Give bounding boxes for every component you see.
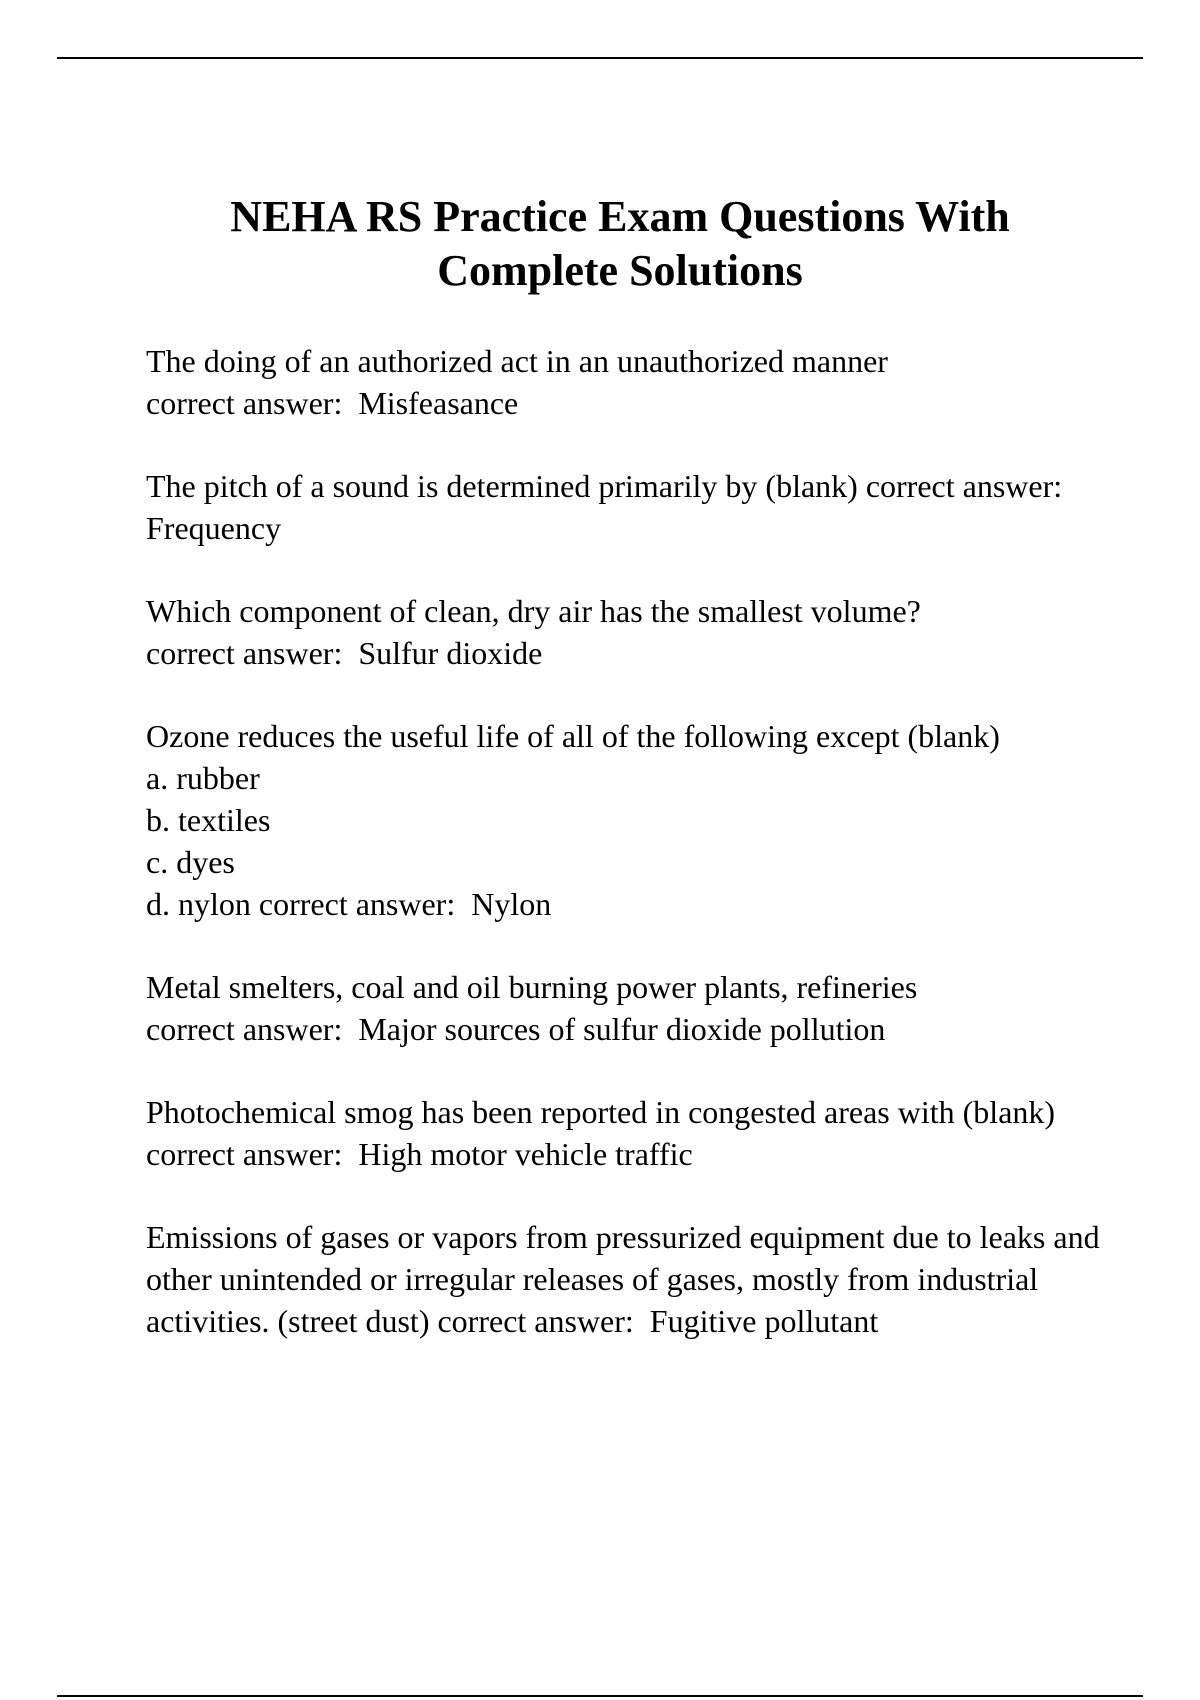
qa-item-5 [146,966,1106,1050]
qa-item-2 [146,465,1106,549]
answer-prefix: correct answer: [146,1136,343,1172]
question-text: Photochemical smog has been reported in congested areas with (blank) [146,1094,1056,1130]
option-b: b. textiles [146,802,271,838]
answer-prefix: correct answer: [258,886,456,922]
qa-item-1 [146,340,1106,424]
answer-prefix: correct answer: [146,1011,343,1047]
answer-prefix: correct answer: [437,1303,634,1339]
option-c: c. dyes [146,844,235,880]
answer-text: Misfeasance [358,385,519,421]
title-line-2: Complete Solutions [437,246,803,295]
answer-text: Sulfur dioxide [358,635,543,671]
question-list [146,340,1106,1383]
answer-text: Fugitive pollutant [649,1303,879,1339]
qa-item-7 [146,1216,1106,1342]
option-a: a. rubber [146,760,260,796]
title-line-1: NEHA RS Practice Exam Questions With [230,192,1010,241]
question-text: Which component of clean, dry air has the smallest volume? [146,593,921,629]
document-title [100,190,1140,298]
answer-text: Frequency [146,510,282,546]
question-text: The pitch of a sound is determined primarily by (blank) [146,468,858,504]
bottom-rule [57,1695,1143,1697]
top-rule [57,57,1143,59]
answer-prefix: correct answer: [146,635,343,671]
qa-item-6 [146,1091,1106,1175]
qa-item-3 [146,590,1106,674]
answer-prefix: correct answer: [865,468,1063,504]
answer-text: Nylon [471,886,552,922]
answer-text: High motor vehicle traffic [358,1136,693,1172]
question-text: Ozone reduces the useful life of all of the following except (blank) [146,718,1000,754]
question-text: Emissions of gases or vapors from pressurized equipment due to leaks and other unintended or irregular releases of gases, mostly from industrial activities. (street dust) [146,1219,1100,1339]
option-d: d. nylon [146,886,251,922]
answer-text: Major sources of sulfur dioxide pollution [358,1011,886,1047]
qa-item-4 [146,715,1106,925]
answer-prefix: correct answer: [146,385,343,421]
question-text: Metal smelters, coal and oil burning power plants, refineries [146,969,918,1005]
question-text: The doing of an authorized act in an unauthorized manner [146,343,888,379]
